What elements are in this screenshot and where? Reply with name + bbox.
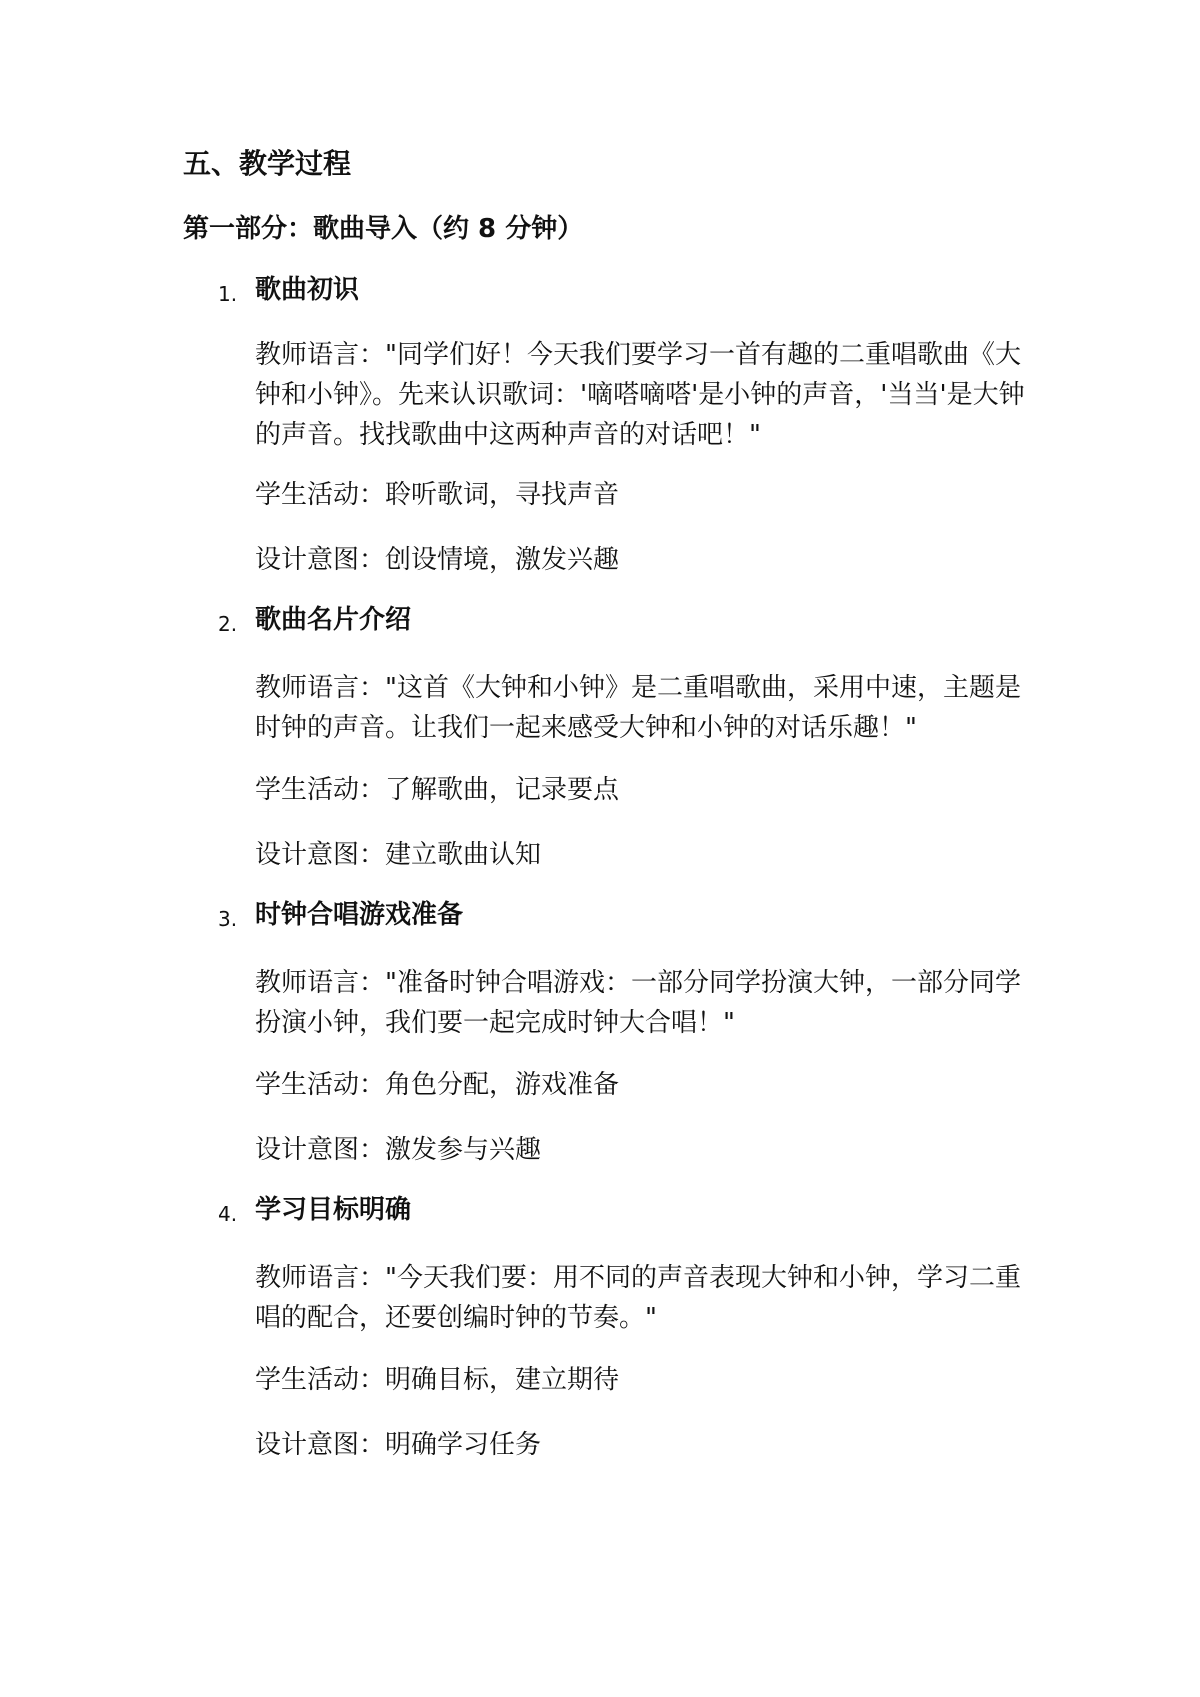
section-title: 五、教学过程 <box>183 147 352 180</box>
item-number: 4. <box>218 1202 238 1226</box>
student-activity: 学生活动：明确目标，建立期待 <box>255 1365 620 1395</box>
item-title: 歌曲初识 <box>255 275 360 305</box>
part-title: 第一部分：歌曲导入（约 8 分钟） <box>183 214 584 244</box>
student-activity: 学生活动：了解歌曲，记录要点 <box>255 775 620 805</box>
item-title: 学习目标明确 <box>255 1195 412 1225</box>
item-number: 2. <box>218 612 238 636</box>
item-title: 歌曲名片介绍 <box>255 605 412 635</box>
teacher-speech: 教师语言："今天我们要：用不同的声音表现大钟和小钟，学习二重唱的配合，还要创编时钟的节奏。" <box>255 1263 1021 1333</box>
teacher-speech: 教师语言："同学们好！今天我们要学习一首有趣的二重唱歌曲《大钟和小钟》。先来认识歌词：'嘀嗒嘀嗒'是小钟的声音，'当当'是大钟的声音。找找歌曲中这两种声音的对话吧！" <box>255 340 1025 450</box>
student-activity: 学生活动：角色分配，游戏准备 <box>255 1070 620 1100</box>
teacher-speech: 教师语言："这首《大钟和小钟》是二重唱歌曲，采用中速，主题是时钟的声音。让我们一起来感受大钟和小钟的对话乐趣！" <box>255 673 1021 743</box>
design-intent: 设计意图：明确学习任务 <box>255 1430 542 1460</box>
item-number: 3. <box>218 907 238 931</box>
design-intent: 设计意图：激发参与兴趣 <box>255 1135 542 1165</box>
design-intent: 设计意图：创设情境，激发兴趣 <box>255 545 620 575</box>
teacher-speech: 教师语言："准备时钟合唱游戏：一部分同学扮演大钟，一部分同学扮演小钟，我们要一起完成时钟大合唱！" <box>255 968 1021 1038</box>
item-number: 1. <box>218 282 238 306</box>
design-intent: 设计意图：建立歌曲认知 <box>255 840 542 870</box>
item-title: 时钟合唱游戏准备 <box>255 900 464 930</box>
student-activity: 学生活动：聆听歌词，寻找声音 <box>255 480 620 510</box>
